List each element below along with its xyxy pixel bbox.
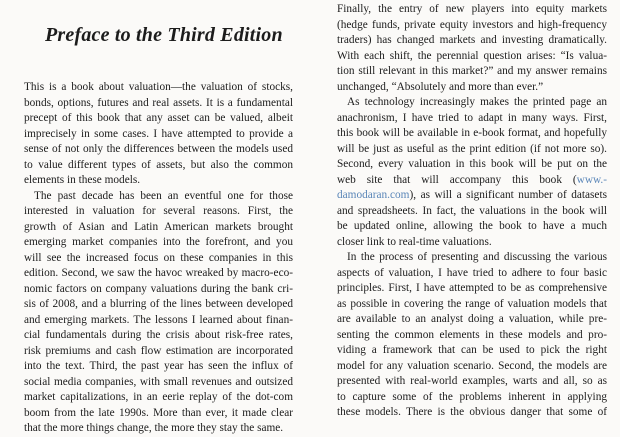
text-line <box>337 18 607 34</box>
line-text: growth of Asian and Latin American markets brought <box>24 220 293 233</box>
line-text: are available to an analyst doing a valuation, while pre- <box>337 313 607 325</box>
line-text: social media companies, with small revenues and outsized <box>24 375 293 388</box>
text-line <box>24 390 293 406</box>
text-line <box>337 2 607 18</box>
line-text: Finally, the entry of new players into equity markets <box>337 3 607 15</box>
line-text: senting the common elements in these models and pro- <box>337 328 607 341</box>
line-text: The past decade has been an eventful one for those <box>34 189 293 202</box>
line-text: that the more things change, the more they stay the same. <box>24 422 284 434</box>
line-text: edition. Second, we saw the havoc wreaked by macro-eco- <box>24 267 293 279</box>
line-text: will be just as useful as the print edition (if not more so). <box>337 142 607 155</box>
text-line <box>24 235 293 251</box>
line-text-after-link: ), as will a significant number of datasets <box>409 189 607 201</box>
line-text: to value different types of assets, but also the common <box>24 158 293 171</box>
text-line <box>337 250 607 266</box>
line-text: nomic factors on company valuations during the bank cri- <box>24 282 293 295</box>
text-line <box>337 64 607 80</box>
text-line <box>24 406 293 422</box>
text-line <box>24 359 293 375</box>
text-line <box>337 80 607 96</box>
line-text: Second, every valuation in this book will be put on the <box>337 158 607 170</box>
text-line <box>24 328 293 344</box>
text-line <box>337 95 607 111</box>
line-text: presented with real-world examples, warts and all, so as <box>337 375 607 387</box>
text-line <box>337 33 607 49</box>
text-line <box>24 344 293 360</box>
line-text: unchanged, “Absolutely and more than ever.” <box>337 80 544 93</box>
line-text: bonds, options, futures and real assets. It is a fundamental <box>24 96 293 109</box>
text-line <box>24 375 293 391</box>
left-page-text <box>24 80 293 437</box>
line-text: model for any valuation scenario. Second, the models are <box>337 359 607 372</box>
line-text: market capitalizations, in an eerie replay of the dot-com <box>24 391 293 403</box>
line-text: precept of this book that any asset can be valued, albeit <box>24 112 293 124</box>
text-line <box>24 158 293 174</box>
text-line <box>337 312 607 328</box>
text-line <box>24 111 293 127</box>
line-text: With each shift, the perennial question arises: “Is valua- <box>337 49 607 62</box>
line-text: into the text. Third, the past year has seen the influx of <box>24 360 293 372</box>
text-line <box>24 421 293 437</box>
right-page-text <box>337 2 607 421</box>
text-line <box>24 173 293 189</box>
text-line <box>337 297 607 313</box>
website-link[interactable]: www.- <box>576 173 607 186</box>
line-text: This is a book about valuation—the valuation of stocks, <box>24 81 293 93</box>
text-line <box>337 188 607 204</box>
text-line <box>337 359 607 375</box>
text-line <box>24 80 293 96</box>
text-line <box>24 142 293 158</box>
text-line <box>24 96 293 112</box>
line-text: this book will be available in e-book format, and hopefully <box>337 127 607 139</box>
line-text: interested in valuation for several reasons. First, the <box>24 205 293 217</box>
text-line <box>337 390 607 406</box>
text-line <box>337 343 607 359</box>
text-line <box>24 297 293 313</box>
line-text: sis of 2008, and a blurring of the lines between developed <box>24 298 293 310</box>
text-line <box>24 282 293 298</box>
text-line <box>24 189 293 205</box>
line-text: emerging market companies into the forefront, and you <box>24 236 293 248</box>
line-text: As technology increasingly makes the printed page an <box>347 96 607 108</box>
text-line <box>24 266 293 282</box>
line-text: will see the increased focus on these companies in this <box>24 251 293 264</box>
text-line <box>24 313 293 329</box>
line-text: viding a framework that can be used to pick the right <box>337 344 607 356</box>
line-text: tion still relevant in this market?” and my answer remains <box>337 65 607 77</box>
line-text: In the process of presenting and discussing the various <box>347 251 607 263</box>
text-line <box>24 127 293 143</box>
line-text: imprecisely in some cases. I have attempted to provide a <box>24 127 293 140</box>
text-line <box>337 142 607 158</box>
line-text: web site that will accompany this book ( <box>337 173 577 186</box>
line-text: these models. There is the obvious danger that some of <box>337 406 607 418</box>
text-line <box>337 173 607 189</box>
text-line <box>337 374 607 390</box>
text-line <box>24 204 293 220</box>
text-line <box>337 328 607 344</box>
line-text: cial fundamentals during the crisis about risk-free rates, <box>24 329 293 341</box>
line-text: anachronism, I have tried to adapt in many ways. First, <box>337 111 607 124</box>
line-text: boom from the late 1990s. More than ever, it made clear <box>24 406 293 419</box>
line-text: and spreadsheets. In fact, the valuations in the book will <box>337 204 607 217</box>
text-line <box>337 49 607 65</box>
text-line <box>24 220 293 236</box>
text-line <box>337 126 607 142</box>
line-text: closer link to real-time valuations. <box>337 235 492 248</box>
page-title: Preface to the Third Edition <box>45 24 283 46</box>
website-link[interactable]: damodaran.com <box>337 189 410 201</box>
line-text: sense of not only the differences between the models used <box>24 143 293 155</box>
text-line <box>337 219 607 235</box>
text-line <box>337 281 607 297</box>
text-line <box>337 157 607 173</box>
text-line <box>337 405 607 421</box>
text-line <box>24 251 293 267</box>
line-text: aspects of valuation, I have tried to adhere to four basic <box>337 266 607 279</box>
line-text: as possible in covering the range of valuation models that <box>337 297 607 310</box>
line-text: principles. First, I have attempted to be as comprehensive <box>337 282 607 294</box>
text-line <box>337 266 607 282</box>
line-text: (hedge funds, private equity investors and high-frequency <box>337 18 607 31</box>
text-line <box>337 111 607 127</box>
line-text: elements in these models. <box>24 174 141 186</box>
line-text: traders) has changed markets and investing dramatically. <box>337 34 607 46</box>
text-line <box>337 204 607 220</box>
line-text: to capture some of the problems inherent in applying <box>337 390 607 403</box>
line-text: be updated online, allowing the book to have a much <box>337 220 607 232</box>
text-line <box>337 235 607 251</box>
line-text: and emerging markets. The lessons I learned about finan- <box>24 313 293 326</box>
line-text: risk premiums and cash flow estimation are incorporated <box>24 344 293 357</box>
